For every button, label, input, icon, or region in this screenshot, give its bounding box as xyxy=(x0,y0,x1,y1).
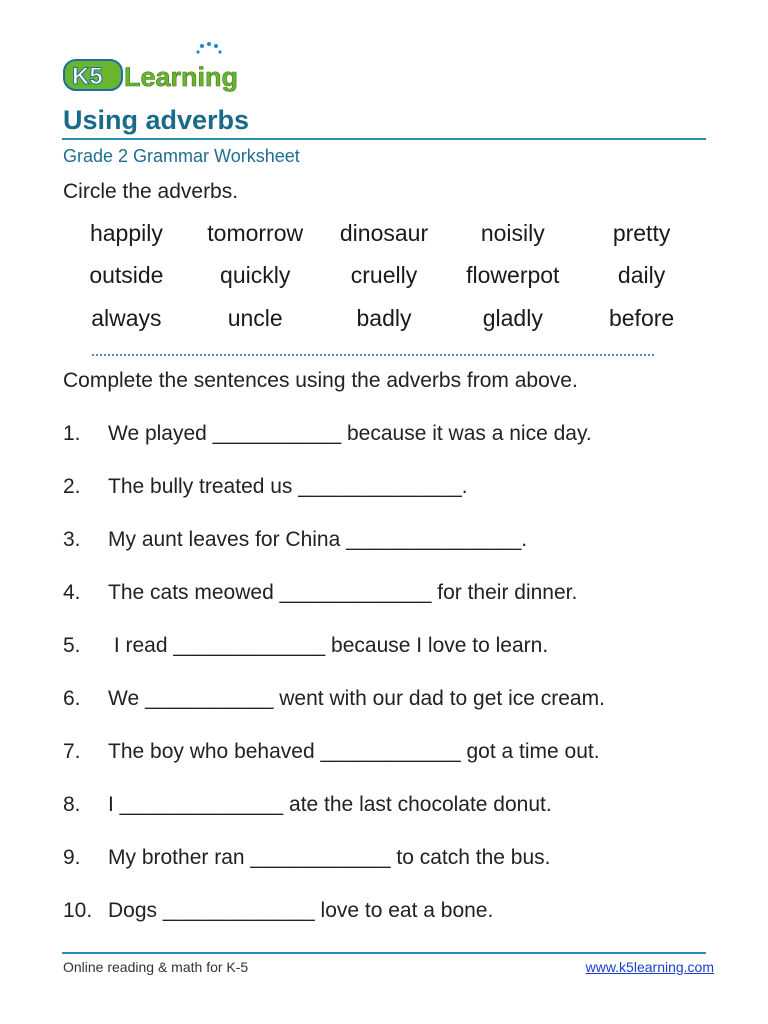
word-item: quickly xyxy=(220,262,291,289)
svg-text:Learning: Learning xyxy=(124,62,239,92)
sentence-text: I ______________ ate the last chocolate donut. xyxy=(108,793,552,816)
sentence-item xyxy=(63,740,713,793)
word-item: happily xyxy=(89,219,163,246)
word-item: flowerpot xyxy=(466,262,560,289)
word-item: noisily xyxy=(480,219,545,246)
sentence-item xyxy=(63,899,713,952)
sentence-item xyxy=(63,634,713,687)
sentence-number: 10. xyxy=(63,899,93,922)
word-item: daily xyxy=(617,262,666,289)
word-item: dinosaur xyxy=(339,219,429,246)
sentence-number: 4. xyxy=(63,581,81,604)
sentence-number: 2. xyxy=(63,475,81,498)
word-item: uncle xyxy=(227,304,283,331)
sentence-item xyxy=(63,475,713,528)
word-item: badly xyxy=(356,304,412,331)
sentence-text: We ___________ went with our dad to get ice cream. xyxy=(108,687,605,710)
svg-text:K5: K5 xyxy=(72,63,103,90)
sentence-item xyxy=(63,687,713,740)
sentence-text: Dogs _____________ love to eat a bone. xyxy=(108,899,494,922)
title-underline xyxy=(62,138,706,140)
k5-learning-logo xyxy=(62,40,262,96)
sentence-text: The boy who behaved ____________ got a time out. xyxy=(108,740,600,763)
sentence-text: My aunt leaves for China _______________. xyxy=(108,528,528,551)
word-item: gladly xyxy=(482,304,543,331)
sentence-number: 7. xyxy=(63,740,81,763)
sentence-item xyxy=(63,422,713,475)
word-item: always xyxy=(91,304,162,331)
complete-instruction: Complete the sentences using the adverbs from above. xyxy=(63,369,578,392)
sentence-number: 9. xyxy=(63,846,81,869)
word-item: before xyxy=(608,304,675,331)
sentence-text: The bully treated us ______________. xyxy=(108,475,468,498)
sentence-text: The cats meowed _____________ for their dinner. xyxy=(108,581,578,604)
sentence-text: We played ___________ because it was a nice day. xyxy=(108,422,592,445)
page-subtitle: Grade 2 Grammar Worksheet xyxy=(63,146,300,166)
sentence-item xyxy=(63,793,713,846)
page-title: Using adverbs xyxy=(63,105,250,135)
circle-instruction: Circle the adverbs. xyxy=(63,180,239,203)
sentence-number: 8. xyxy=(63,793,81,816)
sentence-list xyxy=(63,422,713,952)
sentence-item xyxy=(63,581,713,634)
sentence-text: I read _____________ because I love to learn. xyxy=(108,634,549,657)
sentence-number: 3. xyxy=(63,528,81,551)
word-row xyxy=(62,297,706,340)
word-item: outside xyxy=(89,262,164,289)
word-row xyxy=(62,212,706,255)
sentence-number: 6. xyxy=(63,687,81,710)
sentence-item xyxy=(63,528,713,581)
word-item: tomorrow xyxy=(207,219,304,246)
sentence-text: My brother ran ____________ to catch the bus. xyxy=(108,846,551,869)
footer-website-link[interactable]: www.k5learning.com xyxy=(585,959,714,975)
word-item: pretty xyxy=(612,219,671,246)
footer-divider xyxy=(62,952,706,954)
word-row xyxy=(62,255,706,298)
k5-logo-icon xyxy=(62,40,262,96)
adverb-word-grid xyxy=(62,212,706,340)
footer-tagline: Online reading & math for K-5 xyxy=(63,959,249,975)
sentence-item xyxy=(63,846,713,899)
word-item: cruelly xyxy=(350,262,418,289)
sentence-number: 1. xyxy=(63,422,81,445)
dotted-divider xyxy=(92,354,654,356)
sentence-number: 5. xyxy=(63,634,81,657)
